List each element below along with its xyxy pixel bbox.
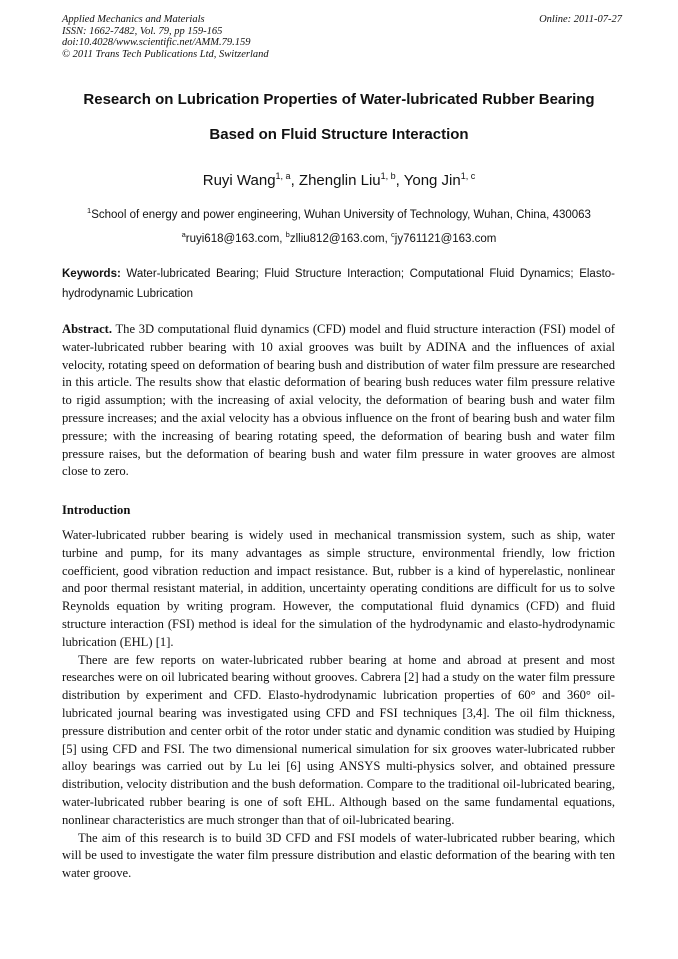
intro-paragraph: The aim of this research is to build 3D CFD and FSI models of water-lubricated rubber bearing, which will be used to investigate the water film pressure distribution and elastic deformation of the bearing with ten water groove. xyxy=(62,830,615,881)
keywords-label: Keywords: xyxy=(62,268,121,280)
section-heading-introduction: Introduction xyxy=(62,503,131,517)
author-name: Yong Jin xyxy=(403,172,461,189)
email-address: jy761121@163.com xyxy=(394,233,497,245)
author-affiliation-mark: 1, b xyxy=(380,171,396,181)
email-separator: , xyxy=(384,233,392,245)
online-date: Online: 2011-07-27 xyxy=(539,14,622,25)
email-address: zlliu812@163.com xyxy=(289,233,385,245)
issn-line: ISSN: 1662-7482, Vol. 79, pp 159-165 xyxy=(62,25,223,37)
abstract-text: The 3D computational fluid dynamics (CFD) model and fluid structure interaction (FSI) model of water-lubricated rubber bearing with 10 axial grooves was built by ADINA and the influences of axial velocity, rotating speed on deformation of bearing bush and distribution of water film pressure are researched in this article. The results show that elastic deformation of bearing bush reduces water film pressure relative to rigid assumption; with the increasing of axial velocity, the deformation of bearing bush and water film pressure increases; and the axial velocity has a obvious influence on the front of bearing bush and water film pressure; with the increasing of bearing rotating speed, the deformation of bearing bush and water film pressure raises, but the deformation of bearing bush and water film pressure in water grooves are almost close to zero. xyxy=(62,322,615,479)
paper-title-line-2: Based on Fluid Structure Interaction xyxy=(209,126,469,143)
abstract-block xyxy=(62,321,615,481)
author-separator: , xyxy=(290,172,299,189)
journal-header xyxy=(62,14,622,60)
intro-paragraph: Water-lubricated rubber bearing is widely used in mechanical transmission system, such as ship, water turbine and pump, for its many advantages as simple structure, environmental friendly, low friction coefficient, good vibration reduction and impact resistance. But, rubber is a kind of hyperelastic, nonlinear and poor thermal resistant material, in addition, uncertainty operating conditions are difficult for us to solve Reynolds equation by writing program. However, the computational fluid dynamics (CFD) and fluid structure interaction (FSI) method is ideal for the simulation of the hydrodynamic and elasto-hydrodynamic lubrication (EHL) [1]. xyxy=(62,528,615,649)
abstract-label: Abstract. xyxy=(62,322,113,336)
copyright-line: © 2011 Trans Tech Publications Ltd, Switzerland xyxy=(62,48,269,60)
author-name: Ruyi Wang xyxy=(202,172,276,189)
affiliation-mark: 1 xyxy=(87,206,92,215)
intro-paragraph: There are few reports on water-lubricated rubber bearing at home and abroad at present and most researches were on oil lubricated bearing without grooves. Cabrera [2] had a study on the water film pressure distribution by experiment and CFD. Elasto-hydrodynamic lubrication properties of 60° and 360° oil-lubricated journal bearing was investigated using CFD and FSI techniques [3,4]. The oil film thickness, pressure distribution and center orbit of the rotor under static and dynamic condition was studied by Huiping [5] using CFD and FSI. The two dimensional numerical simulation for six grooves water-lubricated rubber alloy bearings was carried out by Lu lei [6] using ANSYS multi-physics solver, and obtained pressure distribution, velocity distribution and the bush deformation. Compare to the traditional oil-lubricated bearing, water-lubricated rubber bearing is one of soft EHL. Although based on the same fundamental equations, nonlinear characteristics are much stronger than that of oil-lubricated bearing. xyxy=(62,652,615,827)
affiliation xyxy=(40,204,638,222)
author-name: Zhenglin Liu xyxy=(298,172,381,189)
keywords-text: Water-lubricated Bearing; Fluid Structure Interaction; Computational Fluid Dynamics; Elasto-hydrodynamic Lubrication xyxy=(62,268,615,300)
email-mark: b xyxy=(285,230,290,239)
email-mark: c xyxy=(391,230,395,239)
email-mark: a xyxy=(181,230,186,239)
author-list xyxy=(40,166,638,191)
paper-title-line-1: Research on Lubrication Properties of Water-lubricated Rubber Bearing xyxy=(83,91,595,108)
introduction-body xyxy=(62,527,615,883)
affiliation-text: School of energy and power engineering, Wuhan University of Technology, Wuhan, China, 430063 xyxy=(91,209,591,221)
author-affiliation-mark: 1, c xyxy=(460,171,476,181)
keywords-block xyxy=(62,264,615,304)
email-separator: , xyxy=(279,233,286,245)
email-address: ruyi618@163.com xyxy=(185,233,280,245)
email-list xyxy=(40,228,638,246)
journal-name: Applied Mechanics and Materials xyxy=(62,14,205,25)
doi-line: doi:10.4028/www.scientific.net/AMM.79.159 xyxy=(62,37,251,48)
author-affiliation-mark: 1, a xyxy=(275,171,291,181)
author-separator: , xyxy=(395,172,404,189)
